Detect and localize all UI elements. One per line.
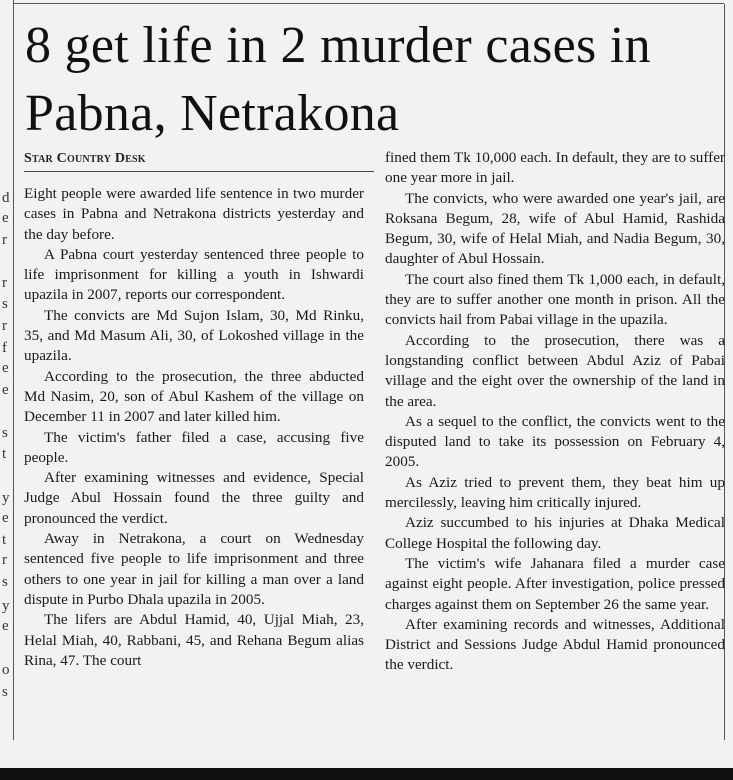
text-fragment: d bbox=[2, 190, 10, 206]
adjacent-column-edge bbox=[0, 0, 14, 740]
paragraph: The convicts, who were awarded one year's jail, are Roksana Begum, 28, wife of Abul Hamid, Rashida Begum, 30, wife of Helal Miah, and Nadia Begum, 30, daughter of Abul Hossain. bbox=[385, 189, 725, 268]
text-fragment: e bbox=[2, 360, 9, 376]
article-column-1 bbox=[24, 184, 364, 671]
text-fragment: o bbox=[2, 662, 10, 678]
paragraph: As a sequel to the conflict, the convicts went to the disputed land to take its possession on February 4, 2005. bbox=[385, 412, 725, 471]
text-fragment: r bbox=[2, 232, 7, 248]
text-fragment: y bbox=[2, 490, 10, 506]
paragraph: The victim's father filed a case, accusing five people. bbox=[24, 428, 364, 466]
paragraph: The convicts are Md Sujon Islam, 30, Md Rinku, 35, and Md Masum Ali, 30, of Lokoshed village in the upazila. bbox=[24, 306, 364, 365]
paragraph-continuation: fined them Tk 10,000 each. In default, they are to suffer one year more in jail. bbox=[385, 149, 725, 187]
text-fragment: s bbox=[2, 684, 8, 700]
text-fragment: r bbox=[2, 552, 7, 568]
text-fragment: r bbox=[2, 318, 7, 334]
article-column-2 bbox=[385, 148, 725, 676]
paragraph: The court also fined them Tk 1,000 each, in default, they are to suffer another one month in prison. All the convicts hail from Pabai village in the upazila. bbox=[385, 270, 725, 329]
paragraph: The victim's wife Jahanara filed a murder case against eight people. After investigation, police pressed charges against them on September 26 the same year. bbox=[385, 554, 725, 613]
text-fragment: s bbox=[2, 574, 8, 590]
text-fragment: y bbox=[2, 598, 10, 614]
news-article bbox=[14, 4, 725, 740]
text-fragment: t bbox=[2, 532, 7, 548]
paragraph: The lifers are Abdul Hamid, 40, Ujjal Miah, 23, Helal Miah, 40, Rabbani, 45, and Rehana Begum alias Rina, 47. The court bbox=[24, 611, 364, 669]
headline: 8 get life in 2 murder cases in Pabna, Netrakona bbox=[25, 17, 651, 142]
text-fragment: e bbox=[2, 210, 9, 226]
paragraph: According to the prosecution, the three abducted Md Nasim, 20, son of Abul Kashem of the village on December 11 in 2007 and later killed him. bbox=[24, 367, 364, 426]
paragraph: Aziz succumbed to his injuries at Dhaka Medical College Hospital the following day. bbox=[385, 514, 725, 552]
paragraph: As Aziz tried to prevent them, they beat him up mercilessly, leaving him critically injured. bbox=[385, 473, 725, 512]
text-fragment: e bbox=[2, 510, 9, 526]
byline: Star Country Desk bbox=[24, 151, 374, 172]
text-fragment: s bbox=[2, 425, 8, 441]
text-fragment: s bbox=[2, 296, 8, 312]
text-fragment: e bbox=[2, 618, 9, 634]
paragraph: After examining witnesses and evidence, Special Judge Abul Hossain found the three guilty and pronounced the verdict. bbox=[24, 469, 364, 527]
text-fragment: r bbox=[2, 275, 7, 291]
bottom-bar bbox=[0, 768, 733, 780]
text-fragment: e bbox=[2, 382, 9, 398]
paragraph: Away in Netrakona, a court on Wednesday sentenced five people to life imprisonment and three others to one year in jail for killing a man over a land dispute in Purbo Dhala upazila in 2005. bbox=[24, 530, 364, 608]
text-fragment: f bbox=[2, 340, 7, 356]
paragraph: According to the prosecution, there was a longstanding conflict between Abdul Aziz of Pabai village and the eight over the ownership of the land in the area. bbox=[385, 331, 725, 410]
paragraph: A Pabna court yesterday sentenced three people to life imprisonment for killing a youth in Ishwardi upazila in 2007, reports our correspondent. bbox=[24, 245, 364, 304]
paragraph: Eight people were awarded life sentence in two murder cases in Pabna and Netrakona districts yesterday and the day before. bbox=[24, 185, 364, 243]
text-fragment: t bbox=[2, 446, 7, 462]
paragraph: After examining records and witnesses, Additional District and Sessions Judge Abdul Hamid pronounced the verdict. bbox=[385, 615, 725, 674]
